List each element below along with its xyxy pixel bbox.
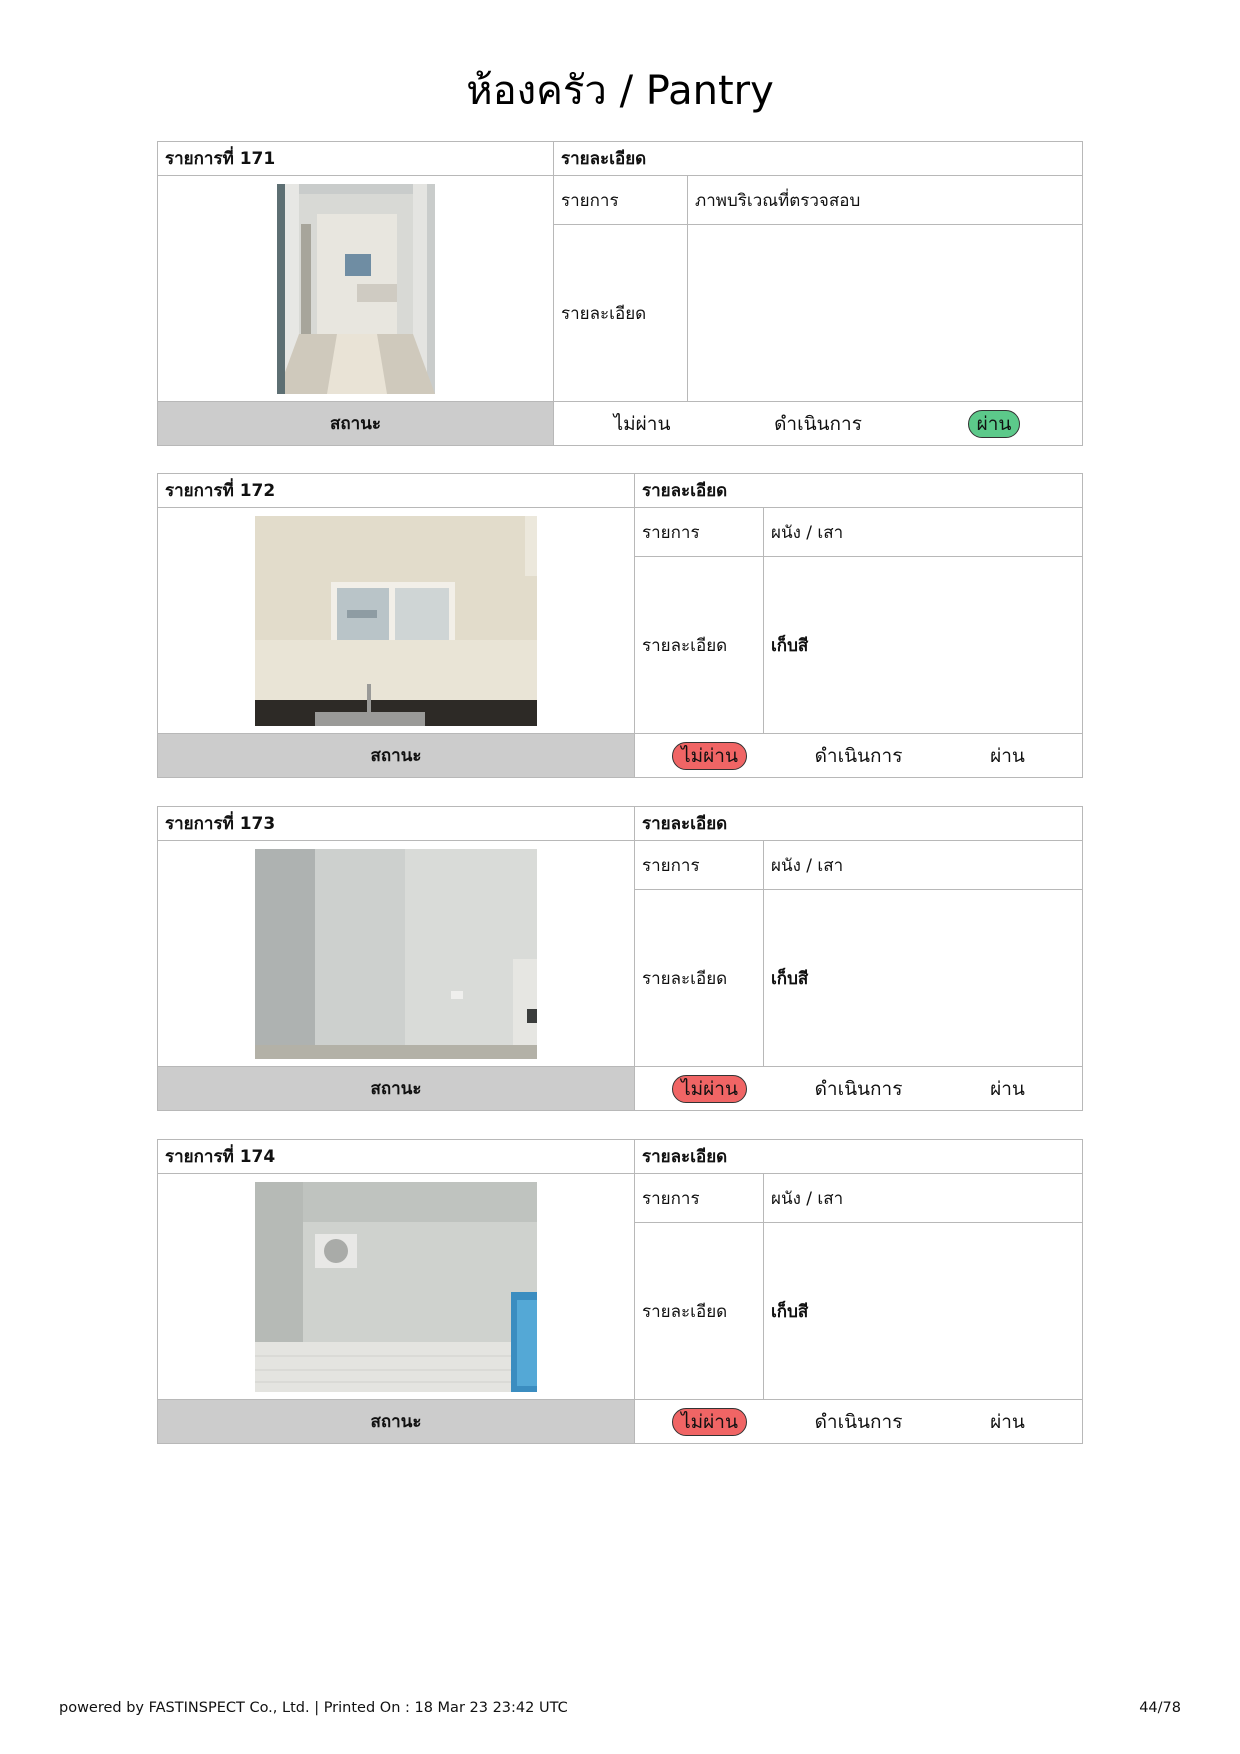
status-label: สถานะ [158, 734, 635, 778]
status-option-fail[interactable] [635, 1075, 784, 1103]
item-label: รายการ [635, 1174, 764, 1223]
item-label: รายการ [635, 508, 764, 557]
detail-label: รายละเอียด [635, 890, 764, 1067]
wall-exhaust-fan-photo [255, 1182, 537, 1392]
detail-value: เก็บสี [764, 890, 1083, 1067]
page-title: ห้องครัว / Pantry [466, 68, 774, 114]
detail-value: เก็บสี [764, 1223, 1083, 1400]
page-number: 44/78 [1139, 1700, 1181, 1716]
item-value: ภาพบริเวณที่ตรวจสอบ [688, 176, 1083, 225]
status-label: สถานะ [158, 1400, 635, 1444]
item-number: รายการที่ 173 [158, 807, 635, 841]
status-option-in-progress[interactable]: ดำเนินการ [814, 1410, 903, 1433]
item-value: ผนัง / เสา [764, 508, 1083, 557]
detail-header: รายละเอียด [635, 807, 1083, 841]
status-option-in-progress[interactable]: ดำเนินการ [814, 744, 903, 767]
inspection-item-174 [157, 1139, 1083, 1444]
detail-value: เก็บสี [764, 557, 1083, 734]
white-wall-photo [255, 849, 537, 1059]
kitchen-doorway-photo [277, 184, 435, 394]
detail-header: รายละเอียด [554, 142, 1083, 176]
item-label: รายการ [635, 841, 764, 890]
detail-header: รายละเอียด [635, 1140, 1083, 1174]
item-value: ผนัง / เสา [764, 1174, 1083, 1223]
selected-status-badge: ผ่าน [968, 410, 1021, 438]
item-value: ผนัง / เสา [764, 841, 1083, 890]
status-option-fail[interactable] [635, 1408, 784, 1436]
detail-label: รายละเอียด [554, 225, 688, 402]
status-option-in-progress[interactable]: ดำเนินการ [774, 412, 862, 435]
footer-printed-info: powered by FASTINSPECT Co., Ltd. | Printed On : 18 Mar 23 23:42 UTC [59, 1700, 568, 1716]
selected-status-badge: ไม่ผ่าน [672, 1075, 747, 1103]
status-option-pass[interactable] [906, 410, 1082, 438]
item-number: รายการที่ 171 [158, 142, 554, 176]
inspection-item-172 [157, 473, 1083, 778]
status-option-fail[interactable]: ไม่ผ่าน [613, 412, 671, 435]
item-label: รายการ [554, 176, 688, 225]
detail-label: รายละเอียด [635, 1223, 764, 1400]
status-option-pass[interactable]: ผ่าน [990, 744, 1025, 767]
detail-label: รายละเอียด [635, 557, 764, 734]
inspection-item-173 [157, 806, 1083, 1111]
status-label: สถานะ [158, 1067, 635, 1111]
item-number: รายการที่ 174 [158, 1140, 635, 1174]
detail-value [688, 225, 1083, 402]
status-label: สถานะ [158, 402, 554, 446]
selected-status-badge: ไม่ผ่าน [672, 742, 747, 770]
status-option-pass[interactable]: ผ่าน [990, 1077, 1025, 1100]
status-option-in-progress[interactable]: ดำเนินการ [814, 1077, 903, 1100]
inspection-item-171 [157, 141, 1083, 446]
detail-header: รายละเอียด [635, 474, 1083, 508]
status-option-fail[interactable] [635, 742, 784, 770]
item-number: รายการที่ 172 [158, 474, 635, 508]
kitchen-window-sink-photo [255, 516, 537, 726]
selected-status-badge: ไม่ผ่าน [672, 1408, 747, 1436]
status-option-pass[interactable]: ผ่าน [990, 1410, 1025, 1433]
